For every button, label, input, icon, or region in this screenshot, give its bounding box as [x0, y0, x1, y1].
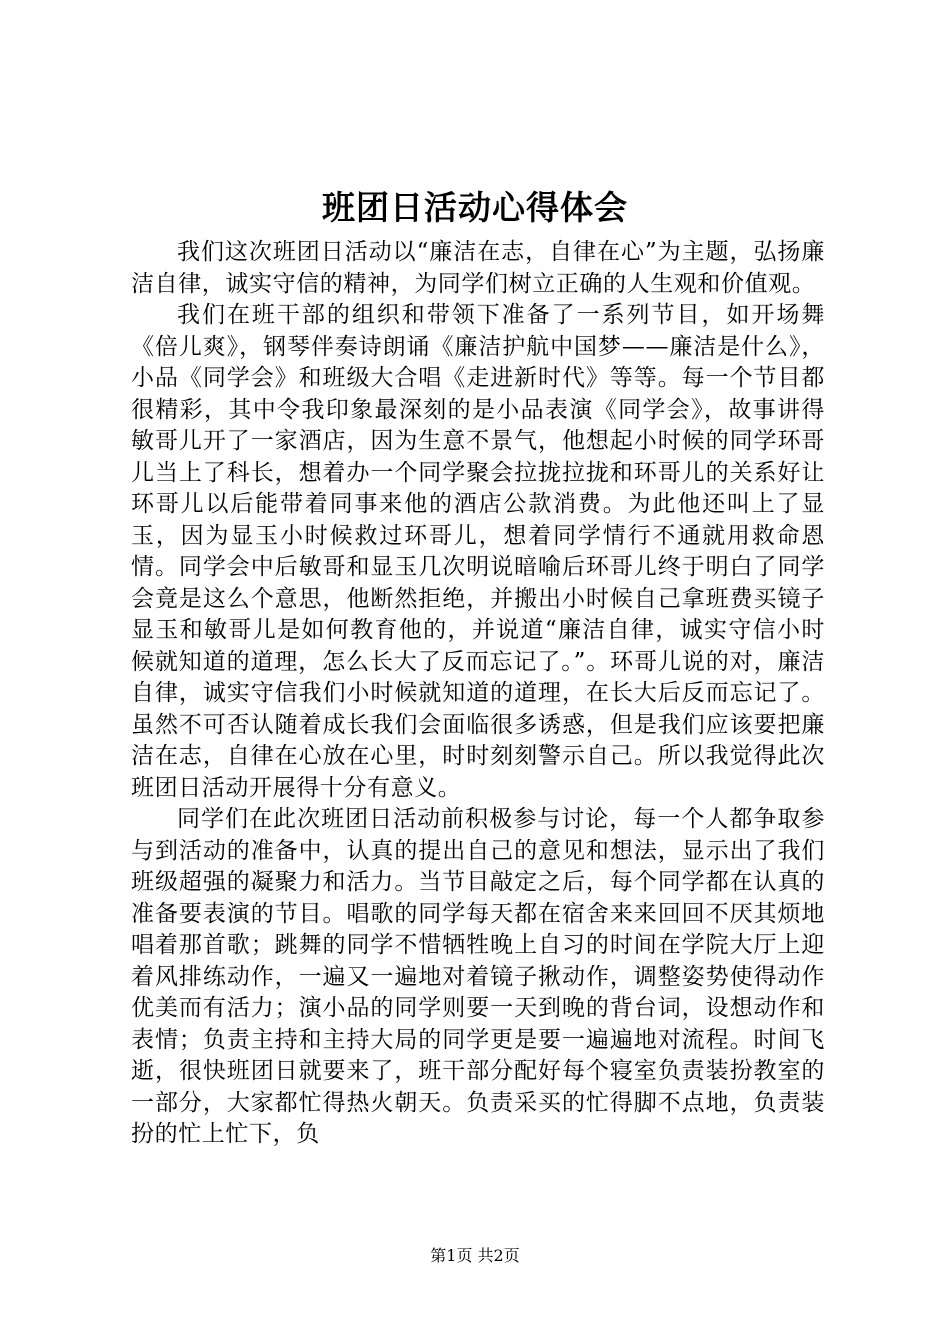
- page-number-footer: 第1页 共2页: [430, 1246, 520, 1265]
- document-body: [131, 237, 825, 1151]
- document-title: 班团日活动心得体会: [322, 188, 628, 227]
- paragraph-preparation: 同学们在此次班团日活动前积极参与讨论，每一个人都争取参与到活动的准备中，认真的提出自己的意见和想法，显示出了我们班级超强的凝聚力和活力。当节目敲定之后，每个同学都在认真的准备要表演的节目。唱歌的同学每天都在宿舍来来回回不厌其烦地唱着那首歌；跳舞的同学不惜牺牲晚上自习的时间在学院大厅上迎着风排练动作，一遍又一遍地对着镜子揪动作，调整姿势使得动作优美而有活力；演小品的同学则要一天到晚的背台词，设想动作和表情；负责主持和主持大局的同学更是要一遍遍地对流程。时间飞逝，很快班团日就要来了，班干部分配好每个寝室负责装扮教室的一部分，大家都忙得热火朝天。负责采买的忙得脚不点地，负责装扮的忙上忙下，负: [131, 806, 825, 1147]
- paragraph-intro: 我们这次班团日活动以“廉洁在志，自律在心”为主题，弘扬廉洁自律，诚实守信的精神，为同学们树立正确的人生观和价值观。: [131, 239, 825, 297]
- paragraph-programs: 我们在班干部的组织和带领下准备了一系列节目，如开场舞《倍儿爽》，钢琴伴奏诗朗诵《廉洁护航中国梦——廉洁是什么》，小品《同学会》和班级大合唱《走进新时代》等等。每一个节目都很精彩，其中令我印象最深刻的是小品表演《同学会》，故事讲得敏哥儿开了一家酒店，因为生意不景气，他想起小时候的同学环哥儿当上了科长，想着办一个同学聚会拉拢拉拢和环哥儿的关系好让环哥儿以后能带着同事来他的酒店公款消费。为此他还叫上了显玉，因为显玉小时候救过环哥儿，想着同学情行不通就用救命恩情。同学会中后敏哥和显玉几次明说暗喻后环哥儿终于明白了同学会竟是这么个意思，他断然拒绝，并搬出小时候自己拿班费买镜子显玉和敏哥儿是如何教育他的，并说道“廉洁自律，诚实守信小时候就知道的道理，怎么长大了反而忘记了。”。环哥儿说的对，廉洁自律，诚实守信我们小时候就知道的道理，在长大后反而忘记了。虽然不可否认随着成长我们会面临很多诱惑，但是我们应该要把廉洁在志，自律在心放在心里，时时刻刻警示自己。所以我觉得此次班团日活动开展得十分有意义。: [131, 302, 825, 801]
